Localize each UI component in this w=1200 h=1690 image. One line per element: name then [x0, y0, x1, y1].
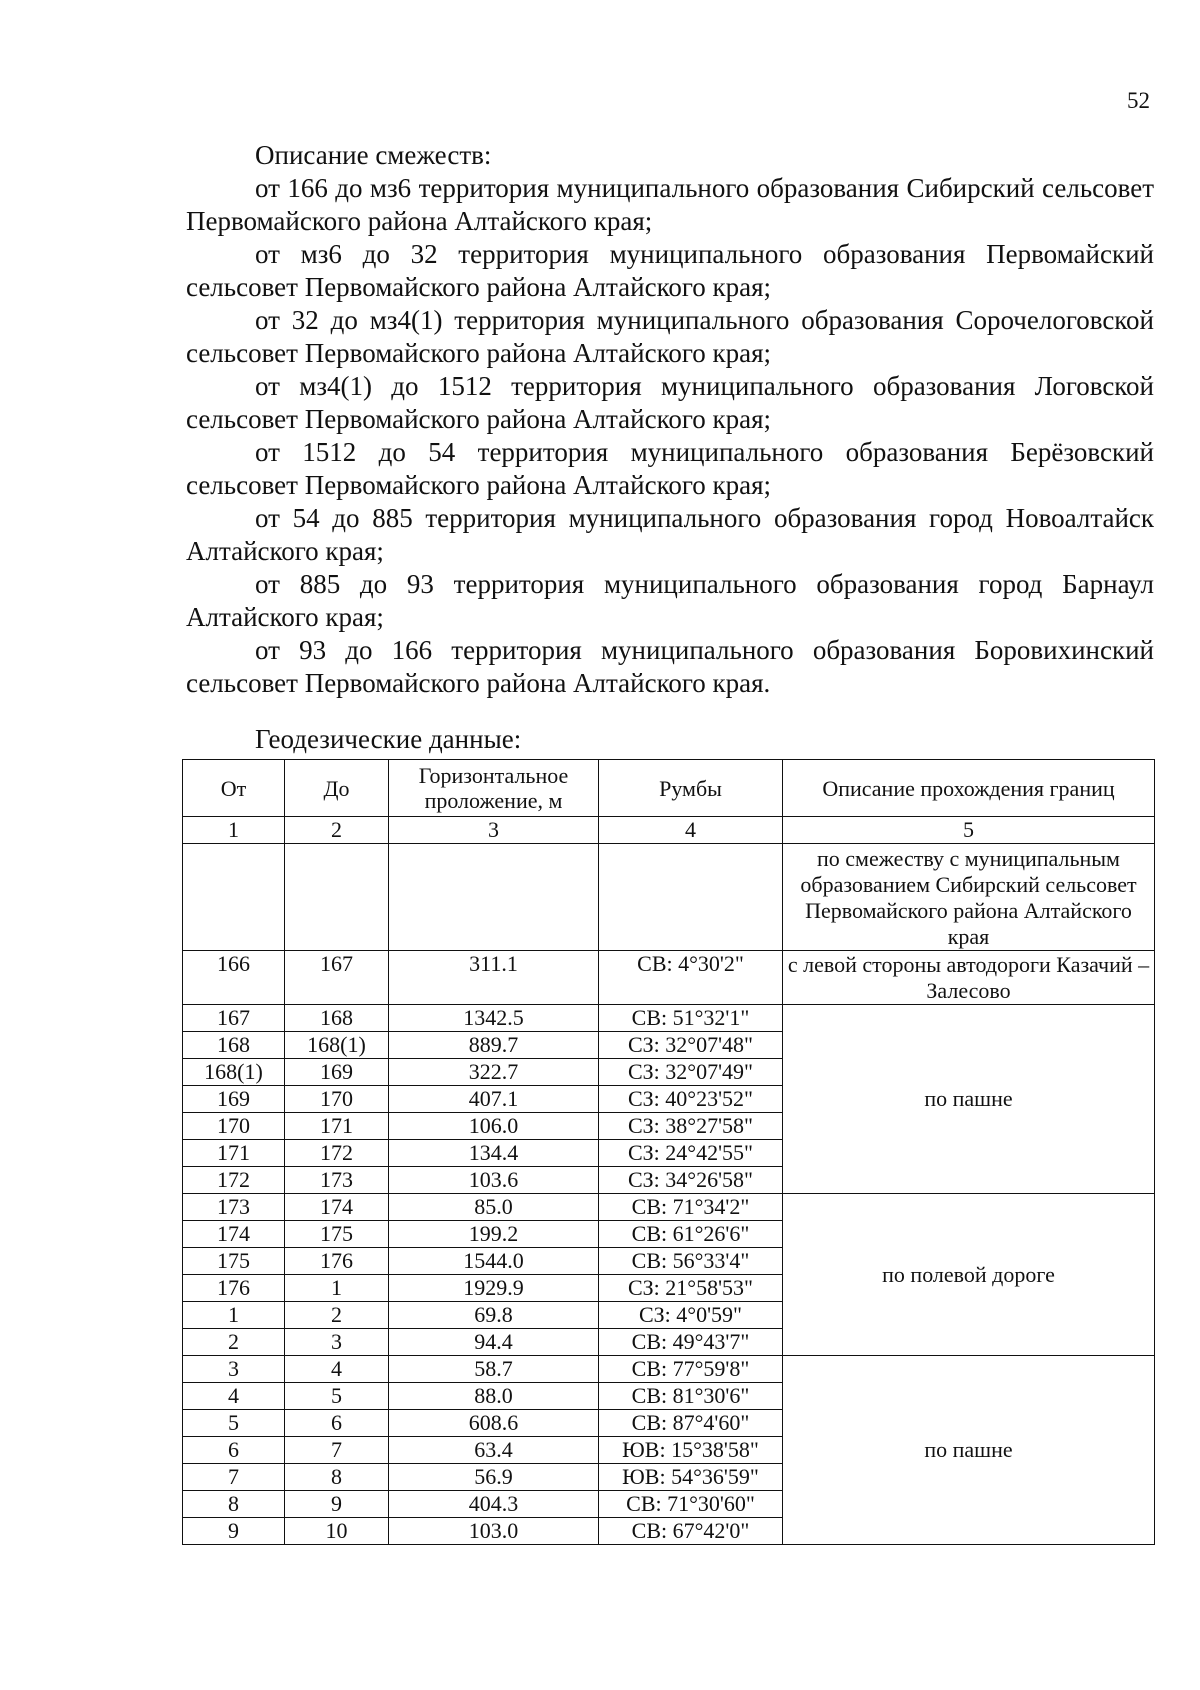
description-cell: по пашне	[783, 1005, 1155, 1194]
from-cell: 3	[183, 1356, 285, 1383]
length-cell: 63.4	[389, 1437, 599, 1464]
length-cell: 608.6	[389, 1410, 599, 1437]
geodesic-table	[182, 759, 1155, 1545]
to-cell: 175	[285, 1221, 389, 1248]
empty-cell	[389, 844, 599, 951]
length-cell: 889.7	[389, 1032, 599, 1059]
bearing-cell: СВ: 71°34'2"	[599, 1194, 783, 1221]
adjacency-list	[186, 172, 1154, 700]
to-cell: 174	[285, 1194, 389, 1221]
bearing-cell: СВ: 49°43'7"	[599, 1329, 783, 1356]
empty-cell	[599, 844, 783, 951]
adjacency-paragraph: от 93 до 166 территория муниципального образования Боровихинский сельсовет Первомайского района Алтайского края.	[186, 635, 1154, 698]
from-cell: 176	[183, 1275, 285, 1302]
column-number: 1	[183, 817, 285, 844]
to-cell: 8	[285, 1464, 389, 1491]
bearing-cell: СВ: 81°30'6"	[599, 1383, 783, 1410]
length-cell: 56.9	[389, 1464, 599, 1491]
section-row	[183, 844, 1155, 951]
from-cell: 2	[183, 1329, 285, 1356]
length-cell: 94.4	[389, 1329, 599, 1356]
adjacency-paragraph: от 1512 до 54 территория муниципального образования Берёзовский сельсовет Первомайского района Алтайского края;	[186, 437, 1154, 500]
bearing-cell: СВ: 51°32'1"	[599, 1005, 783, 1032]
bearing-cell: СЗ: 34°26'58"	[599, 1167, 783, 1194]
length-cell: 69.8	[389, 1302, 599, 1329]
table-row	[183, 951, 1155, 1005]
section-note: по смежеству с муниципальным образованием Сибирский сельсовет Первомайского района Алтайского края	[783, 844, 1155, 951]
adjacency-paragraph: от 166 до мз6 территория муниципального образования Сибирский сельсовет Первомайского района Алтайского края;	[186, 173, 1154, 236]
bearing-cell: ЮВ: 15°38'58"	[599, 1437, 783, 1464]
adjacency-paragraph: от мз6 до 32 территория муниципального образования Первомайский сельсовет Первомайского района Алтайского края;	[186, 239, 1154, 302]
bearing-cell: СВ: 67°42'0"	[599, 1518, 783, 1545]
length-cell: 311.1	[389, 951, 599, 1005]
bearing-cell: СВ: 87°4'60"	[599, 1410, 783, 1437]
table-header-row	[183, 760, 1155, 817]
length-cell: 58.7	[389, 1356, 599, 1383]
from-cell: 1	[183, 1302, 285, 1329]
description-cell: по пашне	[783, 1356, 1155, 1545]
from-cell: 170	[183, 1113, 285, 1140]
empty-cell	[183, 844, 285, 951]
bearing-cell: СВ: 4°30'2"	[599, 951, 783, 1005]
length-cell: 404.3	[389, 1491, 599, 1518]
length-cell: 1929.9	[389, 1275, 599, 1302]
from-cell: 174	[183, 1221, 285, 1248]
bearing-cell: СЗ: 38°27'58"	[599, 1113, 783, 1140]
table-row	[183, 1356, 1155, 1383]
to-cell: 5	[285, 1383, 389, 1410]
from-cell: 173	[183, 1194, 285, 1221]
bearing-cell: СЗ: 21°58'53"	[599, 1275, 783, 1302]
header-bearing: Румбы	[599, 760, 783, 817]
to-cell: 171	[285, 1113, 389, 1140]
adjacency-paragraph: от мз4(1) до 1512 территория муниципального образования Логовской сельсовет Первомайского района Алтайского края;	[186, 371, 1154, 434]
from-cell: 169	[183, 1086, 285, 1113]
bearing-cell: СЗ: 32°07'49"	[599, 1059, 783, 1086]
to-cell: 2	[285, 1302, 389, 1329]
header-to: До	[285, 760, 389, 817]
to-cell: 1	[285, 1275, 389, 1302]
bearing-cell: СЗ: 40°23'52"	[599, 1086, 783, 1113]
length-cell: 1342.5	[389, 1005, 599, 1032]
length-cell: 134.4	[389, 1140, 599, 1167]
length-cell: 407.1	[389, 1086, 599, 1113]
to-cell: 176	[285, 1248, 389, 1275]
from-cell: 4	[183, 1383, 285, 1410]
from-cell: 168	[183, 1032, 285, 1059]
length-cell: 103.0	[389, 1518, 599, 1545]
column-number: 4	[599, 817, 783, 844]
table-row	[183, 1194, 1155, 1221]
adjacency-title: Описание смежеств:	[255, 140, 492, 170]
from-cell: 166	[183, 951, 285, 1005]
header-from: От	[183, 760, 285, 817]
bearing-cell: СВ: 61°26'6"	[599, 1221, 783, 1248]
from-cell: 167	[183, 1005, 285, 1032]
bearing-cell: СЗ: 24°42'55"	[599, 1140, 783, 1167]
to-cell: 10	[285, 1518, 389, 1545]
column-number: 2	[285, 817, 389, 844]
to-cell: 4	[285, 1356, 389, 1383]
length-cell: 199.2	[389, 1221, 599, 1248]
header-description: Описание прохождения границ	[783, 760, 1155, 817]
bearing-cell: СВ: 56°33'4"	[599, 1248, 783, 1275]
from-cell: 172	[183, 1167, 285, 1194]
length-cell: 85.0	[389, 1194, 599, 1221]
bearing-cell: СЗ: 4°0'59"	[599, 1302, 783, 1329]
to-cell: 9	[285, 1491, 389, 1518]
table-row	[183, 1005, 1155, 1032]
adjacency-paragraph: от 885 до 93 территория муниципального образования город Барнаул Алтайского края;	[186, 569, 1154, 632]
column-number: 3	[389, 817, 599, 844]
length-cell: 322.7	[389, 1059, 599, 1086]
geodesic-title: Геодезические данные:	[255, 724, 522, 754]
to-cell: 3	[285, 1329, 389, 1356]
from-cell: 5	[183, 1410, 285, 1437]
description-cell: с левой стороны автодороги Казачий – Залесово	[783, 951, 1155, 1005]
from-cell: 7	[183, 1464, 285, 1491]
adjacency-paragraph: от 32 до мз4(1) территория муниципального образования Сорочелоговской сельсовет Первомайского района Алтайского края;	[186, 305, 1154, 368]
from-cell: 168(1)	[183, 1059, 285, 1086]
to-cell: 173	[285, 1167, 389, 1194]
from-cell: 171	[183, 1140, 285, 1167]
to-cell: 172	[285, 1140, 389, 1167]
from-cell: 6	[183, 1437, 285, 1464]
header-length: Горизонтальное проложение, м	[389, 760, 599, 817]
column-number: 5	[783, 817, 1155, 844]
adjacency-paragraph: от 54 до 885 территория муниципального образования город Новоалтайск Алтайского края;	[186, 503, 1154, 566]
length-cell: 1544.0	[389, 1248, 599, 1275]
to-cell: 170	[285, 1086, 389, 1113]
from-cell: 8	[183, 1491, 285, 1518]
bearing-cell: СЗ: 32°07'48"	[599, 1032, 783, 1059]
from-cell: 175	[183, 1248, 285, 1275]
to-cell: 168	[285, 1005, 389, 1032]
length-cell: 106.0	[389, 1113, 599, 1140]
bearing-cell: СВ: 71°30'60"	[599, 1491, 783, 1518]
to-cell: 169	[285, 1059, 389, 1086]
description-cell: по полевой дороге	[783, 1194, 1155, 1356]
page-number: 52	[1127, 88, 1150, 113]
to-cell: 7	[285, 1437, 389, 1464]
bearing-cell: ЮВ: 54°36'59"	[599, 1464, 783, 1491]
empty-cell	[285, 844, 389, 951]
length-cell: 88.0	[389, 1383, 599, 1410]
to-cell: 168(1)	[285, 1032, 389, 1059]
column-number-row	[183, 817, 1155, 844]
bearing-cell: СВ: 77°59'8"	[599, 1356, 783, 1383]
to-cell: 6	[285, 1410, 389, 1437]
length-cell: 103.6	[389, 1167, 599, 1194]
to-cell: 167	[285, 951, 389, 1005]
from-cell: 9	[183, 1518, 285, 1545]
